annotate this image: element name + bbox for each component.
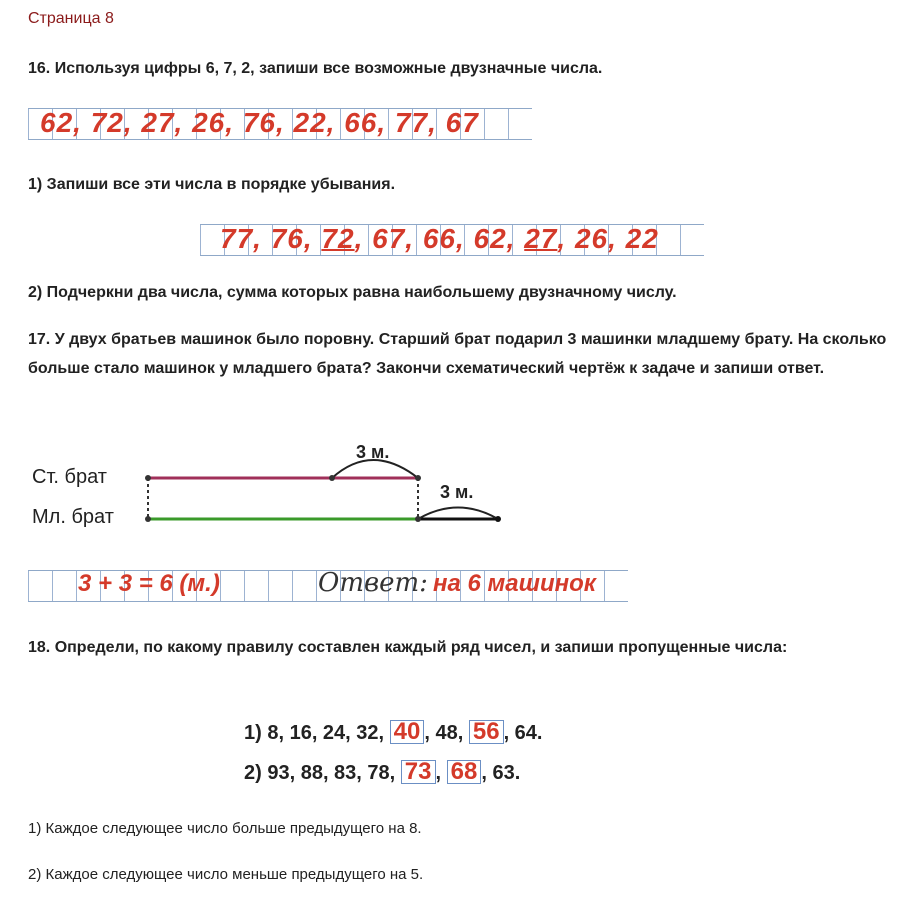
sorted-part-b: , 67, 66, 62, (354, 223, 525, 254)
task17-solution: 3 + 3 = 6 (м.) (78, 570, 220, 597)
sequence-row-2 (244, 760, 520, 785)
task17-answer-strip (28, 570, 628, 602)
task16-step1: 1) Запиши все эти числа в порядке убывания. (28, 176, 396, 193)
point-extension-end (495, 516, 501, 522)
sorted-part-c: , 26, 22 (557, 223, 659, 254)
row1-missing-2: 56 (469, 720, 504, 744)
task16-answer: 62, 72, 27, 26, 76, 22, 66, 77, 67 (40, 107, 479, 138)
sorted-part-a: 77, 76, (220, 223, 322, 254)
top-arc-label: 3 м. (356, 442, 390, 462)
task18-note-1: 1) Каждое следующее число больше предыдущего на 8. (28, 820, 422, 837)
task16-sorted (220, 223, 659, 255)
task18-note-2: 2) Каждое следующее число меньше предыдущего на 5. (28, 866, 424, 883)
task16-sorted-strip (200, 224, 704, 256)
schematic-diagram (20, 436, 540, 566)
sorted-underlined-1: 72 (321, 223, 355, 254)
point-younger-start (145, 516, 151, 522)
top-arc (332, 460, 418, 478)
point-older-start (145, 475, 151, 481)
task18-text: 18. Определи, по какому правилу составлен каждый ряд чисел, и запиши пропущенные числа: (28, 639, 788, 656)
row2-mid: , (435, 762, 442, 784)
task17-answer-word: Ответ: (318, 568, 428, 598)
task16-step2: 2) Подчеркни два числа, сумма которых равна наибольшему двузначному числу. (28, 284, 677, 301)
sequence-row-1 (244, 720, 542, 745)
row1-mid: , 48, (424, 722, 464, 744)
row2-missing-1: 73 (401, 760, 436, 784)
bottom-arc-label: 3 м. (440, 482, 474, 502)
task17-text: 17. У двух братьев машинок было поровну. Старший брат подарил 3 машинки младшему брату. На сколько больше стало машинок у младшего брата? Закончи схематический чертёж к задаче и запиши ответ. (28, 331, 887, 377)
row2-missing-2: 68 (447, 760, 482, 784)
label-older-brother: Ст. брат (32, 466, 107, 488)
task16-text: 16. Используя цифры 6, 7, 2, запиши все возможные двузначные числа. (28, 60, 603, 77)
diagram-svg (20, 436, 540, 566)
point-older-mid (329, 475, 335, 481)
row1-missing-1: 40 (390, 720, 425, 744)
row1-end: , 64. (503, 722, 543, 744)
task17-answer: на 6 машинок (433, 570, 596, 597)
sorted-underlined-2: 27 (524, 223, 558, 254)
bottom-arc (418, 508, 498, 520)
point-older-end (415, 475, 421, 481)
task16-answer-strip (28, 108, 532, 140)
point-younger-end (415, 516, 421, 522)
row1-prefix: 1) 8, 16, 24, 32, (244, 722, 385, 744)
row2-end: , 63. (481, 762, 521, 784)
page-title: Страница 8 (28, 10, 114, 27)
label-younger-brother: Мл. брат (32, 506, 114, 528)
row2-prefix: 2) 93, 88, 83, 78, (244, 762, 396, 784)
